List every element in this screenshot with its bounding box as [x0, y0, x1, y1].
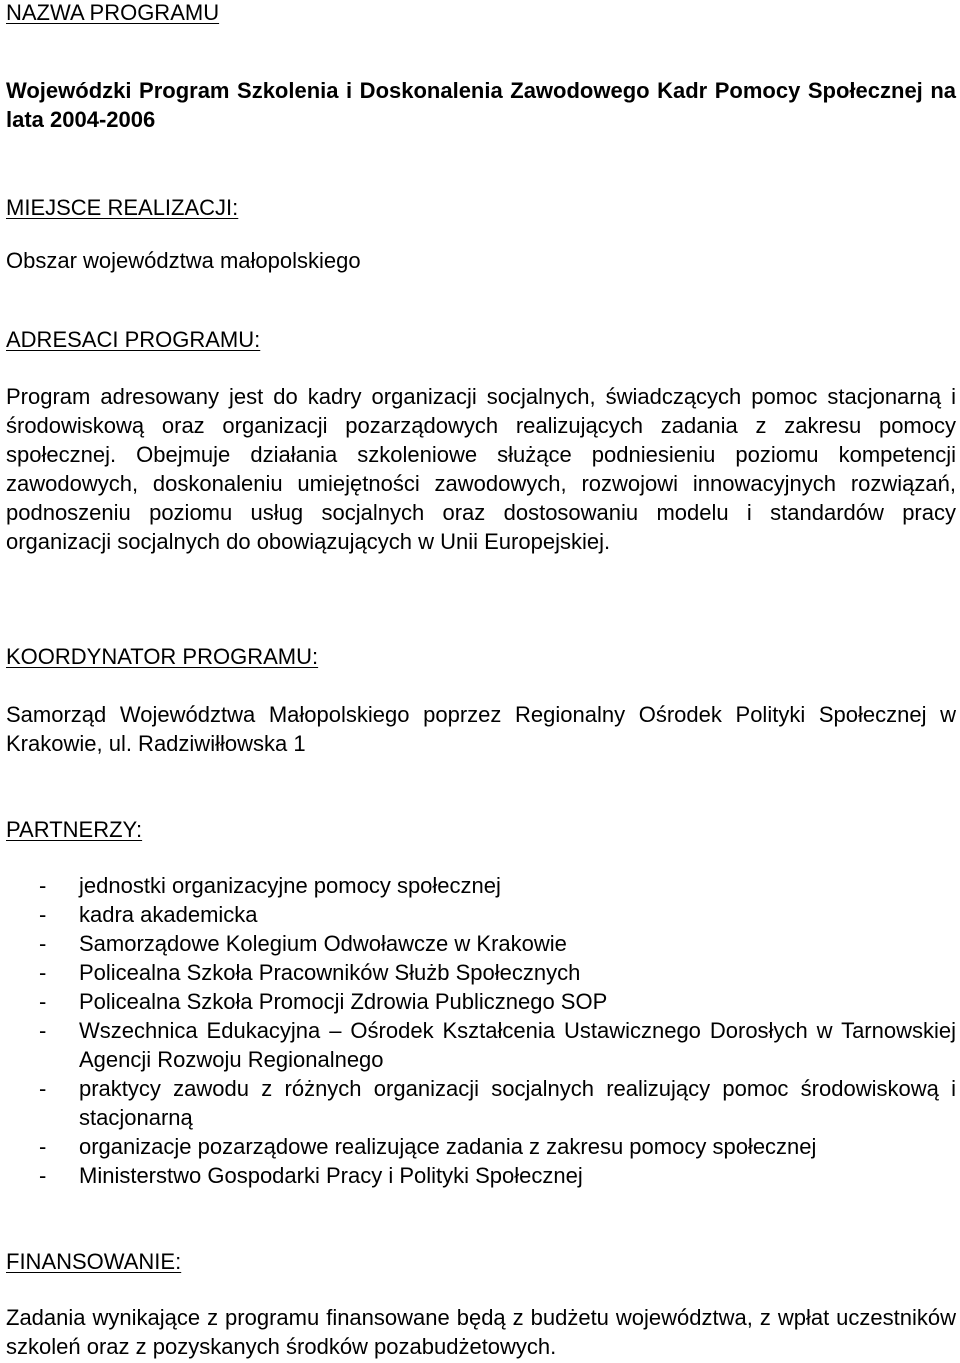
- partner-text: organizacje pozarządowe realizujące zadania z zakresu pomocy społecznej: [79, 1134, 817, 1159]
- partner-text: Samorządowe Kolegium Odwoławcze w Krakowie: [79, 931, 567, 956]
- list-bullet: -: [39, 1163, 47, 1188]
- list-bullet: -: [39, 1134, 47, 1159]
- partner-text: Policealna Szkoła Pracowników Służb Społecznych: [79, 960, 581, 985]
- list-item: [6, 871, 956, 900]
- list-bullet: -: [39, 873, 47, 898]
- partners-list: [6, 871, 956, 1190]
- program-name-heading: NAZWA PROGRAMU: [6, 0, 220, 25]
- list-bullet: -: [39, 931, 47, 956]
- addressees-heading: ADRESACI PROGRAMU:: [6, 327, 261, 352]
- partner-text: Wszechnica Edukacyjna – Ośrodek Kształcenia Ustawicznego Dorosłych w Tarnowskiej Agencji Rozwoju Regionalnego: [79, 1018, 956, 1072]
- list-item: [6, 1161, 956, 1190]
- list-bullet: -: [39, 1018, 47, 1043]
- list-bullet: -: [39, 902, 47, 927]
- list-item: [6, 958, 956, 987]
- location-heading: MIEJSCE REALIZACJI:: [6, 195, 239, 220]
- partner-text: Policealna Szkoła Promocji Zdrowia Publicznego SOP: [79, 989, 608, 1014]
- location-text: Obszar województwa małopolskiego: [6, 248, 361, 273]
- partner-text: kadra akademicka: [79, 902, 258, 927]
- partners-heading: PARTNERZY:: [6, 817, 143, 842]
- list-item: [6, 929, 956, 958]
- partner-text: jednostki organizacyjne pomocy społecznej: [79, 873, 501, 898]
- list-item: [6, 1132, 956, 1161]
- list-item: [6, 987, 956, 1016]
- financing-text: Zadania wynikające z programu finansowane będą z budżetu województwa, z wpłat uczestników szkoleń oraz z pozyskanych środków pozabudżetowych.: [6, 1305, 956, 1359]
- addressees-text: Program adresowany jest do kadry organizacji socjalnych, świadczących pomoc stacjonarną i środowiskową oraz organizacji pozarządowych realizujących zadania z zakresu pomocy społecznej. Obejmuje działania szkoleniowe służące podniesieniu poziomu kompetencji zawodowych, doskonaleniu umiejętności zawodowych, rozwojowi innowacyjnych rozwiązań, podnoszeniu poziomu usług socjalnych oraz dostosowaniu modelu i standardów pracy organizacji socjalnych do obowiązujących w Unii Europejskiej.: [6, 384, 956, 554]
- list-bullet: -: [39, 960, 47, 985]
- list-item: [6, 1016, 956, 1074]
- coordinator-text: Samorząd Województwa Małopolskiego poprzez Regionalny Ośrodek Polityki Społecznej w Krakowie, ul. Radziwiłłowska 1: [6, 702, 956, 756]
- program-name-text: Wojewódzki Program Szkolenia i Doskonalenia Zawodowego Kadr Pomocy Społecznej na lata 2004-2006: [6, 78, 956, 132]
- coordinator-heading: KOORDYNATOR PROGRAMU:: [6, 644, 319, 669]
- list-item: [6, 900, 956, 929]
- list-item: [6, 1074, 956, 1132]
- partner-text: Ministerstwo Gospodarki Pracy i Polityki Społecznej: [79, 1163, 583, 1188]
- list-bullet: -: [39, 989, 47, 1014]
- partner-text: praktycy zawodu z różnych organizacji socjalnych realizujący pomoc środowiskową i stacjonarną: [79, 1076, 956, 1130]
- list-bullet: -: [39, 1076, 47, 1101]
- financing-heading: FINANSOWANIE:: [6, 1249, 182, 1274]
